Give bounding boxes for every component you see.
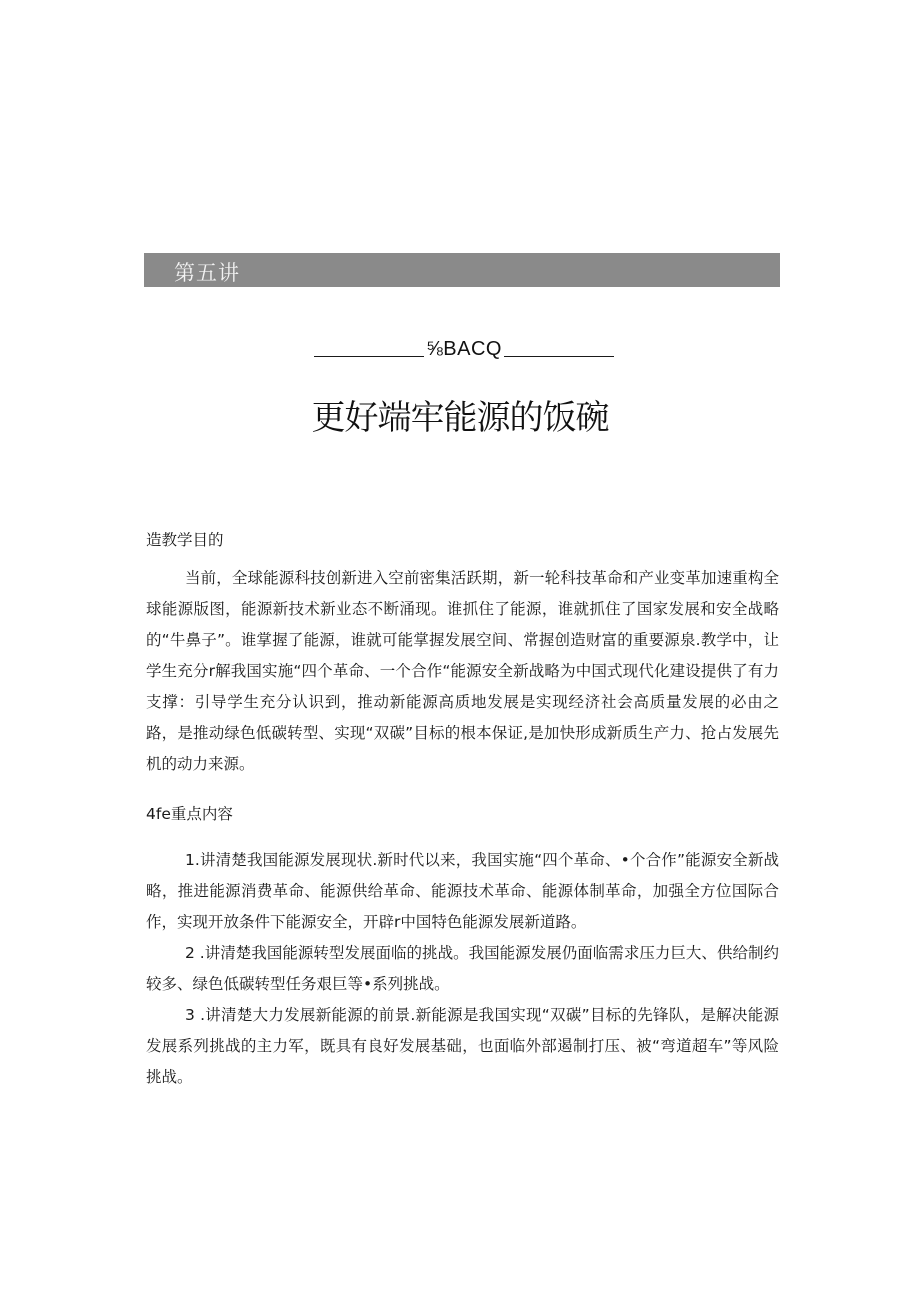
page-title: 更好端牢能源的饭碗	[311, 398, 609, 438]
key-content-heading: 4fe重点内容	[146, 805, 233, 823]
lecture-banner	[144, 253, 780, 287]
key-content-item-1: 1.讲清楚我国能源发展现状.新时代以来，我国实施“四个革命、•个合作”能源安全新战略，推进能源消费革命、能源供给革命、能源技术革命、能源体制革命，加强全方位国际合作，实现开放条件下能源安全，开辟r中国特色能源发展新道路。	[146, 851, 779, 931]
tag-line-left	[314, 356, 424, 357]
key-content-item-2: 2 .讲清楚我国能源转型发展面临的挑战。我国能源发展仍面临需求压力巨大、供给制约较多、绿色低碳转型任务艰巨等•系列挑战。	[146, 944, 779, 993]
tag-row	[314, 336, 614, 362]
objectives-body: 当前，全球能源科技创新进入空前密集活跃期，新一轮科技革命和产业变革加速重构全球能源版图，能源新技术新业态不断涌现。谁抓住了能源，谁就抓住了国家发展和安全战略的“牛鼻子”。谁掌握了能源，谁就可能掌握发展空间、常握创造财富的重要源泉.教学中，让学生充分r解我国实施“四个革命、一个合作“能源安全新战略为中国式现代化建设提供了有力支撑：引导学生充分认识到，推动新能源高质地发展是实现经济社会高质量发展的必由之路，是推动绿色低碳转型、实现“双碳”目标的根本保证,是加快形成新质生产力、抢占发展先机的动力来源。	[146, 569, 779, 773]
key-content-item-3: 3 .讲清楚大力发展新能源的前景.新能源是我国实现“双碳”目标的先锋队，是解决能源发展系列挑战的主力军，既具有良好发展基础，也面临外部遏制打压、被“弯道超车”等风险挑战。	[146, 1006, 779, 1086]
tag-line-right	[504, 356, 614, 357]
lecture-label: 第五讲	[174, 261, 240, 285]
tag-text: ⅝BACQ	[426, 337, 502, 360]
objectives-heading: 造教学目的	[146, 531, 224, 549]
